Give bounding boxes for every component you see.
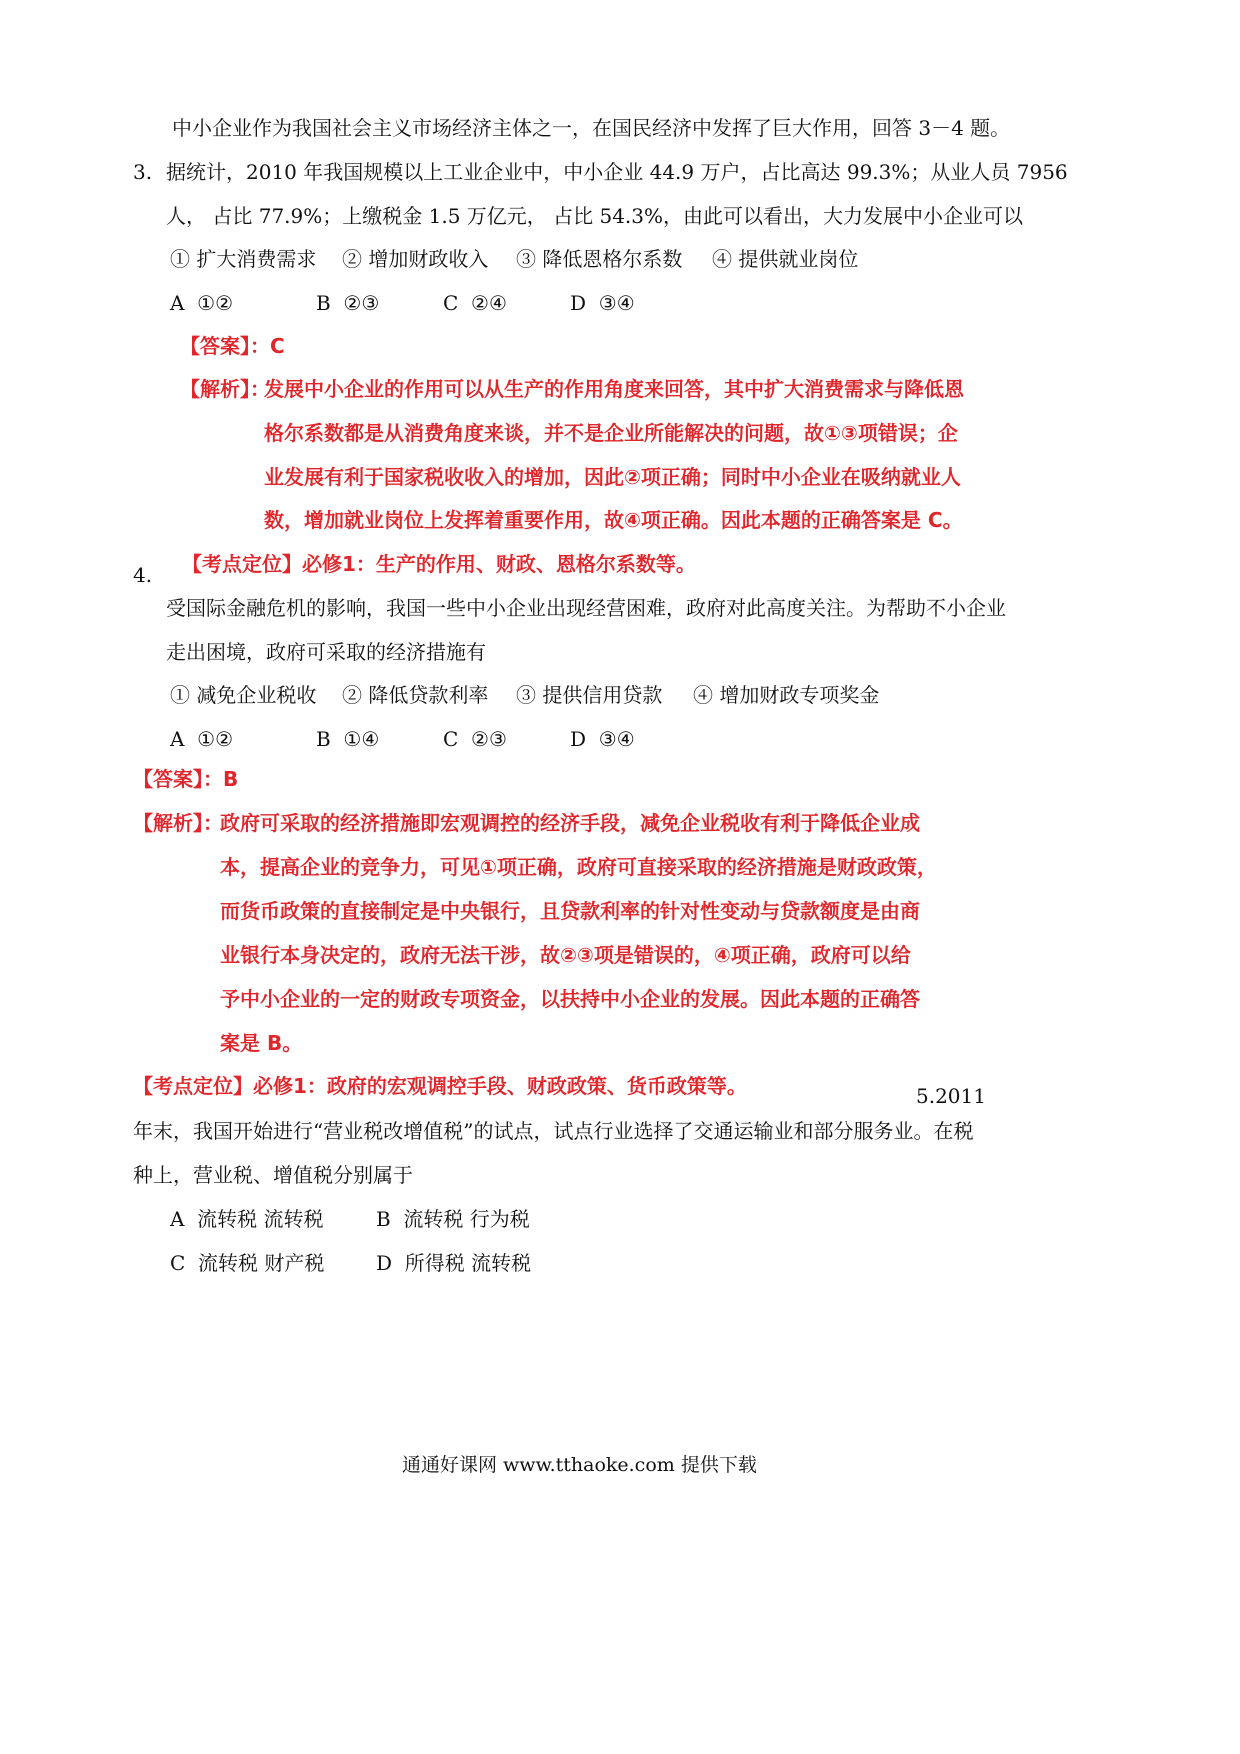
q4-option-b[interactable] — [316, 726, 379, 752]
option-text: 流转税 财产税 — [198, 1251, 325, 1275]
q4-statement-1: ① 减免企业税收 — [170, 683, 317, 707]
q3-option-c[interactable] — [443, 290, 507, 316]
option-text: ①② — [197, 727, 234, 751]
option-text: 所得税 流转税 — [404, 1251, 532, 1275]
option-text: ①④ — [343, 727, 380, 751]
q5-option-a[interactable] — [170, 1206, 324, 1232]
q3-statement-2: ② 增加财政收入 — [342, 247, 489, 271]
q4-option-c[interactable] — [443, 726, 507, 752]
q5-option-d[interactable] — [376, 1250, 531, 1276]
intro-text: 中小企业作为我国社会主义市场经济主体之一，在国民经济中发挥了巨大作用，回答 3－4 题。 — [172, 116, 1011, 140]
option-letter: A — [170, 291, 185, 315]
q3-analysis-label: 【解析】： — [180, 377, 270, 401]
option-text: ②④ — [471, 291, 507, 315]
page-footer: 通通好课网 www.tthaoke.com 提供下载 — [402, 1454, 757, 1476]
q5-stem-line-1: 年末，我国开始进行“营业税改增值税”的试点，试点行业选择了交通运输业和部分服务业。在税 — [133, 1119, 974, 1143]
q4-analysis-line-5: 予中小企业的一定的财政专项资金，以扶持中小企业的发展。因此本题的正确答 — [220, 987, 920, 1011]
q4-option-a[interactable] — [170, 726, 233, 752]
q3-option-b[interactable] — [316, 290, 379, 316]
q3-statement-4: ④ 提供就业岗位 — [712, 247, 859, 271]
q3-answer — [180, 333, 285, 359]
q4-statement-4: ④ 增加财政专项奖金 — [693, 683, 880, 707]
option-letter: A — [170, 727, 185, 751]
option-text: 流转税 流转税 — [197, 1207, 324, 1231]
q4-statement-3: ③ 提供信用贷款 — [516, 683, 663, 707]
q4-analysis-line-4: 业银行本身决定的，政府无法干涉，故②③项是错误的，④项正确，政府可以给 — [220, 943, 911, 967]
answer-label: 【答案】： — [180, 334, 270, 358]
q4-stem-line-2: 走出困境，政府可采取的经济措施有 — [166, 640, 486, 664]
q4-option-d[interactable] — [570, 726, 635, 752]
q5-option-c[interactable] — [170, 1250, 324, 1276]
q5-number: 5.2011 — [916, 1084, 986, 1108]
q3-stem-line-2: 人， 占比 77.9%；上缴税金 1.5 万亿元， 占比 54.3%，由此可以看出，大力发展中小企业可以 — [166, 204, 1024, 228]
option-letter: B — [376, 1207, 391, 1231]
q3-analysis-line-1: 发展中小企业的作用可以从生产的作用角度来回答，其中扩大消费需求与降低恩 — [264, 377, 964, 401]
q4-analysis-line-1: 政府可采取的经济措施即宏观调控的经济手段，减免企业税收有利于降低企业成 — [220, 811, 920, 835]
q4-statement-2: ② 降低贷款利率 — [342, 683, 489, 707]
q3-statement-1: ① 扩大消费需求 — [170, 247, 317, 271]
q5-stem-line-2: 种上，营业税、增值税分别属于 — [133, 1163, 413, 1187]
q4-analysis-line-6: 案是 B。 — [220, 1031, 303, 1055]
option-letter: C — [443, 291, 459, 315]
q4-answer — [133, 766, 238, 792]
q4-analysis-line-2: 本，提高企业的竞争力，可见①项正确，政府可直接采取的经济措施是财政政策， — [220, 855, 937, 879]
option-text: ③④ — [598, 291, 635, 315]
q3-analysis-line-3: 业发展有利于国家税收收入的增加，因此②项正确；同时中小企业在吸纳就业人 — [264, 465, 961, 489]
option-letter: B — [316, 291, 331, 315]
option-letter: D — [376, 1251, 393, 1275]
q3-statement-3: ③ 降低恩格尔系数 — [516, 247, 683, 271]
option-letter: C — [443, 727, 459, 751]
q4-stem-line-1: 受国际金融危机的影响，我国一些中小企业出现经营困难，政府对此高度关注。为帮助不小企业 — [166, 596, 1006, 620]
answer-value: B — [223, 767, 239, 791]
q3-option-a[interactable] — [170, 290, 233, 316]
option-text: 流转税 行为税 — [403, 1207, 530, 1231]
option-text: ②③ — [471, 727, 507, 751]
q3-stem-line-1: 据统计，2010 年我国规模以上工业企业中，中小企业 44.9 万户，占比高达 99.3%；从业人员 7956 — [166, 160, 1068, 184]
q3-kaodian: 【考点定位】必修1：生产的作用、财政、恩格尔系数等。 — [182, 552, 696, 576]
q4-analysis-label: 【解析】： — [133, 811, 223, 835]
q3-analysis-line-2: 格尔系数都是从消费角度来谈，并不是企业所能解决的问题，故①③项错误；企 — [264, 421, 958, 445]
q3-analysis-line-4: 数，增加就业岗位上发挥着重要作用，故④项正确。因此本题的正确答案是 C。 — [264, 508, 963, 532]
option-text: ①② — [197, 291, 234, 315]
option-text: ②③ — [343, 291, 380, 315]
q3-option-d[interactable] — [570, 290, 635, 316]
option-letter: D — [570, 291, 587, 315]
option-letter: D — [570, 727, 587, 751]
option-letter: B — [316, 727, 331, 751]
q5-option-b[interactable] — [376, 1206, 530, 1232]
q4-number: 4. — [133, 563, 153, 587]
option-letter: C — [170, 1251, 186, 1275]
answer-value: C — [270, 334, 285, 358]
answer-label: 【答案】： — [133, 767, 223, 791]
q4-analysis-line-3: 而货币政策的直接制定是中央银行，且贷款利率的针对性变动与贷款额度是由商 — [220, 899, 920, 923]
option-text: ③④ — [598, 727, 635, 751]
option-letter: A — [170, 1207, 185, 1231]
q4-kaodian: 【考点定位】必修1：政府的宏观调控手段、财政政策、货币政策等。 — [133, 1074, 747, 1098]
q3-number: 3. — [133, 160, 153, 184]
